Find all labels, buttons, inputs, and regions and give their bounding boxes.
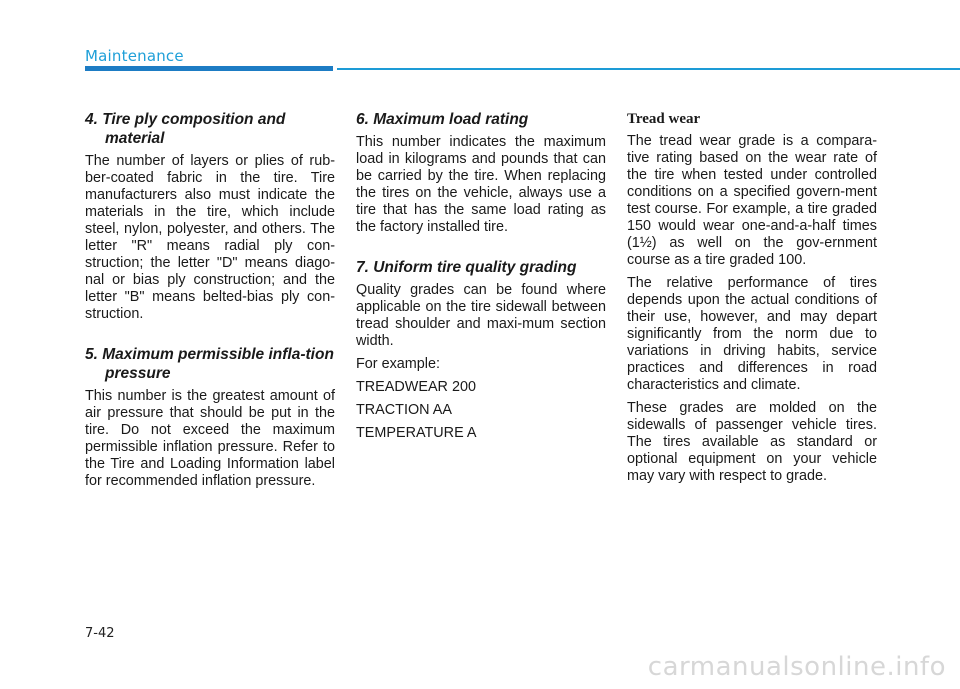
- example-traction: TRACTION AA: [356, 402, 452, 418]
- heading-ply-composition: 4. Tire ply composition and material: [85, 111, 286, 147]
- watermark: carmanualsonline.info: [647, 652, 946, 682]
- heading-tread-wear: Tread wear: [627, 111, 701, 127]
- paragraph-ply-composition: The number of layers or plies of rub-ber-coated fabric in the tire. Tire manufacturers also must indicate the materials in the tire, which include steel, nylon, polyester, and others. The letter "R" means radial ply con-struction; the letter "D" means diago-nal or bias ply construction; and the letter "B" means belted-bias ply con-struction.: [85, 153, 335, 322]
- heading-max-inflation: 5. Maximum permissible infla-tion pressure: [85, 346, 334, 382]
- section-title: Maintenance: [85, 47, 184, 65]
- example-temperature: TEMPERATURE A: [356, 425, 477, 441]
- paragraph-tread-wear-2: The relative performance of tires depends upon the actual conditions of their use, however, and may depart significantly from the norm due to variations in driving habits, service practices and differences in road characteristics and climate.: [627, 275, 877, 393]
- column-2: [356, 110, 606, 448]
- header-rule-thick: [85, 66, 333, 71]
- example-intro: For example:: [356, 356, 440, 372]
- column-1: [85, 110, 335, 496]
- paragraph-quality-grading: Quality grades can be found where applicable on the tire sidewall between tread shoulder and maxi-mum section width.: [356, 282, 606, 349]
- column-3: [627, 110, 877, 491]
- heading-max-load: 6. Maximum load rating: [356, 111, 529, 128]
- paragraph-max-inflation: This number is the greatest amount of air pressure that should be put in the tire. Do not exceed the maximum permissible inflation pressure. Refer to the Tire and Loading Information label for recommended inflation pressure.: [85, 388, 335, 489]
- paragraph-max-load: This number indicates the maximum load in kilograms and pounds that can be carried by the tire. When replacing the tires on the vehicle, always use a tire that has the same load rating as the factory installed tire.: [356, 134, 606, 235]
- example-treadwear: TREADWEAR 200: [356, 379, 476, 395]
- heading-quality-grading: 7. Uniform tire quality grading: [356, 259, 577, 276]
- page-number: 7-42: [85, 626, 115, 641]
- paragraph-tread-wear-1: The tread wear grade is a compara-tive rating based on the wear rate of the tire when tested under controlled conditions on a specified govern-ment test course. For example, a tire graded 150 would wear one-and-a-half times (1½) as well on the gov-ernment course as a tire graded 100.: [627, 133, 877, 268]
- paragraph-tread-wear-3: These grades are molded on the sidewalls of passenger vehicle tires. The tires available as standard or optional equipment on your vehicle may vary with respect to grade.: [627, 400, 877, 484]
- header-rule-thin: [337, 68, 960, 70]
